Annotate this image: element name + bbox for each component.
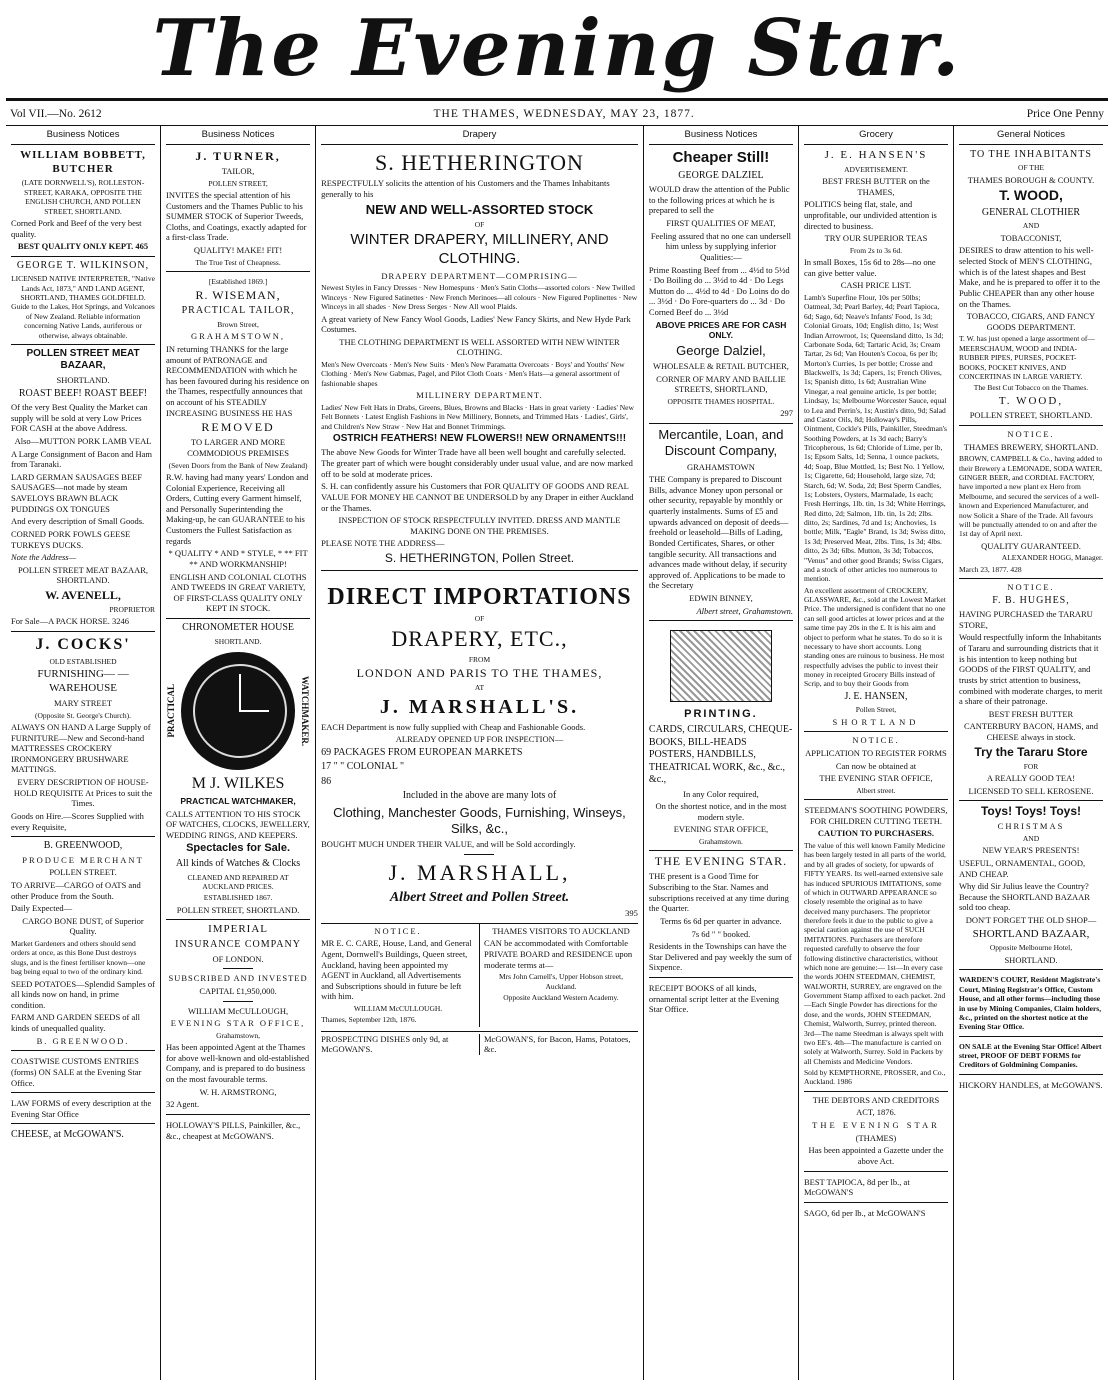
ad-printing-color: In any Color required, — [683, 788, 759, 799]
ad-marshall-packages1: 69 PACKAGES FROM EUROPEAN MARKETS — [321, 746, 523, 758]
ad-bobbett-text: Corned Pork and Beef of the very best quality. — [11, 217, 142, 239]
ad-hetherington-text1: The above New Goods for Winter Trade have all been well bought and carefully selected. The greater part of which were bought considerably under usual value, and are now marked off to be sold at moderate prices. — [321, 447, 633, 479]
column-heading: Business Notices — [649, 128, 793, 145]
ad-roast-beef: ROAST BEEF! ROAST BEEF! — [18, 387, 148, 399]
ad-mercantile-town: GRAHAMSTOWN — [687, 461, 755, 472]
ad-visitors-title: THAMES VISITORS TO AUCKLAND — [492, 925, 630, 936]
ad-bobbett-tagline: BEST QUALITY ONLY KEPT. 465 — [17, 241, 149, 252]
ad-toys-bazaar: SHORTLAND BAZAAR, — [972, 927, 1090, 940]
ad-marshall-from: FROM — [468, 654, 491, 664]
ad-hetherington-wool: A great variety of New Fancy Wool Goods, Ladies' New Fancy Skirts, and New Hyde Park Costumes. — [321, 313, 631, 335]
ad-wiseman-sub: PRACTICAL TAILOR, — [181, 305, 295, 317]
ad-mercantile-secretary: EDWIN BINNEY, — [689, 593, 753, 603]
ad-toys-christmas: CHRISTMAS — [997, 821, 1065, 832]
ad-brewery-date: March 23, 1877. 428 — [958, 564, 1022, 574]
ad-hansen-politics: POLITICS being flat, stale, and unprofitable, our undivided attention is directed to business. — [803, 199, 937, 231]
ad-marshall-drapery: DRAPERY, ETC., — [391, 626, 568, 652]
ad-meat-text1: Of the very Best Quality the Market can supply will be sold at very Low Prices FOR CASH at the above Address. — [11, 402, 148, 434]
ad-hetherington-intro: RESPECTFULLY solicits the attention of his Customers and the Thames Inhabitants generally to his — [321, 178, 610, 199]
ad-wood-sign: T. WOOD, — [998, 394, 1064, 407]
ad-cheese: CHEESE, at McGOWAN'S. — [11, 1129, 124, 1141]
ad-dalziel-name: GEORGE DALZIEL — [678, 169, 764, 181]
ad-cocks-text2: EVERY DESCRIPTION OF HOUSE-HOLD REQUISITE At Prices to suit the Times. — [13, 777, 153, 809]
ad-toys-useful: USEFUL, ORNAMENTAL, GOOD, AND CHEAP. — [958, 857, 1086, 879]
ad-hughes-name: F. B. HUGHES, — [992, 594, 1070, 606]
ad-toys-and: AND — [1022, 833, 1040, 843]
ad-register-office: THE EVENING STAR OFFICE, — [819, 773, 933, 784]
ad-wood-tobacconist: TOBACCONIST, — [1000, 232, 1062, 243]
ad-meat-text8: POLLEN STREET MEAT BAZAAR, SHORTLAND. — [18, 564, 149, 586]
ad-bobbett-address: (LATE DORNWELL'S), ROLLESTON-STREET, KARAKA, OPPOSITE THE ENGLISH CHURCH, AND POLLEN STREET, SHORTLAND. — [21, 178, 145, 216]
ad-care-date: Thames, September 12th, 1876. — [321, 1015, 417, 1025]
ad-greenwood-sub: PRODUCE MERCHANT — [22, 854, 144, 865]
ad-wilkes-sub: PRACTICAL WATCHMAKER, — [180, 795, 296, 806]
column-6 — [954, 126, 1108, 1380]
ad-cocks-street: MARY STREET — [54, 697, 113, 708]
ad-cocks-opposite: (Opposite St. George's Church). — [35, 710, 132, 720]
ad-chronometer-title: CHRONOMETER HOUSE — [182, 622, 295, 633]
ad-evening-star-terms1: Terms 6s 6d per quarter in advance. — [660, 915, 782, 926]
ad-prospecting-dishes: PROSPECTING DISHES only 9d, at McGOWAN'S. — [321, 1034, 480, 1055]
ad-brewery-text: BROWN, CAMPBELL & Co., having added to their Brewery a LEMONADE, SODA WATER, GINGER BEER, and CORDIAL FACTORY, have imported a new plant ex Hero from Melbourne, and secured the services of a well-known and Experienced Manufacturer, and now Solicit a Share of the Trade. All favours will be punctually attended to on and after the 1st day of April next. — [958, 454, 1103, 539]
masthead-title: The Evening Star. — [152, 3, 962, 94]
ad-wood-address: POLLEN STREET, SHORTLAND. — [969, 410, 1093, 421]
ad-toys-new-year: NEW YEAR'S PRESENTS! — [982, 845, 1080, 856]
ad-wood-and: AND — [1022, 221, 1040, 231]
ad-hughes-bacon: CANTERBURY BACON, HAMS, and CHEESE always in stock. — [963, 721, 1099, 742]
ad-greenwood-sign: B. GREENWOOD. — [36, 1035, 130, 1046]
ad-marshall-title: J. MARSHALL'S. — [379, 695, 580, 718]
ad-wilkes-text3: CLEANED AND REPAIRED AT AUCKLAND PRICES. — [187, 872, 289, 891]
ad-pack-horse: For Sale—A PACK HORSE. 3246 — [11, 616, 129, 627]
ad-visitors-place: Mrs John Carnell's, Upper Hobson street, Auckland. — [498, 972, 623, 991]
ad-register-text: Can now be obtained at — [835, 760, 917, 771]
ad-dalziel-text1: WOULD draw the attention of the Public to the following prices at which he is prepared to sell the — [648, 184, 790, 216]
ad-holloway: HOLLOWAY'S PILLS, Painkiller, &c., &c., cheapest at McGOWAN'S. — [166, 1119, 301, 1141]
ad-meat-text6: CORNED PORK FOWLS GEESE TURKEYS DUCKS. — [11, 528, 131, 550]
ad-meat-text4: LARD GERMAN SAUSAGES BEEF SAUSAGES—not made by steam SAVELOYS BRAWN BLACK PUDDINGS OX TONGUES — [11, 471, 143, 514]
ad-wiseman-town: GRAHAMSTOWN, — [191, 331, 286, 342]
ad-hansen-teas: TRY OUR SUPERIOR TEAS — [824, 233, 928, 244]
ad-dalziel-text2: Feeling assured that no one can undersell him unless by supplying inferior Qualities:— — [650, 230, 792, 262]
ad-steedman-text: The value of this well known Family Medicine has been largely tested in all parts of the world, and by all grades of society, for upwards of FIFTY YEARS. Its well-earned extensive sale has induced SPURIOUS IMITATIONS, some of which in OUTWARD APPEARANCE so closely resemble the original as to have deceived many purchasers. The proprietor therefore feels it due to the public to give a special caution against the use of SUCH IMITATIONS. Purchasers are therefore requested carefully to observe the four following distinctive characteristics, without which none are genuine:— 1st—In every case the words JOHN STEEDMAN, CHEMIST, WALWORTH, SURREY, are engraved on the Government Stamp affixed to each packet. 2nd—Each Single Powder has directions for the dose, and the words, JOHN STEEDMAN, Chemist, Walworth, Surrey, printed thereon. 3rd—The name Steedman is always spelt with two EE's. 4th—The manufacture is carried on solely at Walworth, Surrey. Sold in Packets by all Chemists and Medicine Vendors. — [803, 841, 946, 1066]
ad-hetherington-ostrich: OSTRICH FEATHERS! NEW FLOWERS!! NEW ORNAMENTS!!! — [332, 432, 627, 444]
column-heading: Business Notices — [166, 128, 310, 145]
ad-wood-tobacco-dept: TOBACCO, CIGARS, AND FANCY GOODS DEPARTMENT. — [966, 311, 1096, 332]
column-heading: General Notices — [959, 128, 1103, 145]
ad-imperial-agent: WILLIAM McCULLOUGH, — [188, 1005, 289, 1016]
ad-hughes-for: FOR — [1023, 761, 1039, 771]
ad-printing-notice: On the shortest notice, and in the most modern style. — [655, 801, 787, 822]
ad-sago: SAGO, 6d per lb., at McGOWAN'S — [803, 1207, 926, 1218]
ad-imperial-sub: INSURANCE COMPANY — [175, 939, 301, 951]
ad-imperial-subscribed: SUBSCRIBED AND INVESTED — [168, 973, 308, 984]
ad-wilkes-text5: POLLEN STREET, SHORTLAND. — [176, 904, 300, 915]
ad-printing-title: PRINTING. — [684, 708, 758, 721]
ad-toys-town: SHORTLAND. — [1004, 954, 1058, 965]
ad-greenwood-text6: FARM AND GARDEN SEEDS of all kinds of unequalled quality. — [11, 1012, 141, 1033]
side-label-practical: PRACTICAL — [166, 684, 177, 738]
ad-printing-list: CARDS, CIRCULARS, CHEQUE-BOOKS, BILL-HEADS POSTERS, HANDBILLS, THEATRICAL WORK, &c., &c., &c., — [648, 724, 793, 785]
ad-turner-sub: TAILOR, — [221, 165, 255, 176]
ad-hetherington-millinery-dept: MILLINERY DEPARTMENT. — [416, 390, 543, 401]
ad-hughes-notice: NOTICE. — [1007, 582, 1055, 592]
ad-tapioca: BEST TAPIOCA, 8d per lb., at McGOWAN'S — [803, 1176, 910, 1198]
ad-hetherington-drapery-list: Newest Styles in Fancy Dresses · New Homespuns · Men's Satin Cloths—assorted colors · New Twilled Winceys · New Figured Satinettes · New French Merinoes—all colours · New Figured Poplinettes · New Winceys in all shades · New Dress Serges · New All wool Plaids. — [321, 283, 638, 312]
ad-hetherington-text3: INSPECTION OF STOCK RESPECTFULLY INVITED. DRESS AND MANTLE MAKING DONE ON THE PREMISES. — [338, 515, 621, 536]
ad-cocks-text1: ALWAYS ON HAND A Large Supply of FURNITURE—New and Second-hand MATTRESSES CROCKERY IRONMONGERY BRUSHWARE MATTINGS. — [11, 721, 151, 775]
ad-brewery-title: THAMES BREWERY, SHORTLAND. — [963, 441, 1099, 452]
ad-toys-opposite: Opposite Melbourne Hotel, — [989, 943, 1073, 953]
column-1 — [6, 126, 161, 1380]
ad-hughes-butter: BEST FRESH BUTTER — [988, 708, 1074, 719]
ad-wilkes-title: M J. WILKES — [191, 774, 285, 792]
ad-hughes-kerosene: LICENSED TO SELL KEROSENE. — [968, 785, 1094, 796]
ad-wood-text: DESIRES to draw attention to his well-selected Stock of MEN'S CLOTHING, which is of the latest shapes and Best Make, and he is prepared to offer it to the Public CHEAPER than any other house on the Thames. — [958, 245, 1100, 309]
ad-cocks-title: J. COCKS' — [35, 636, 131, 653]
ad-wilkinson-title: GEORGE T. WILKINSON, — [16, 259, 150, 271]
ad-law-forms: LAW FORMS of every description at the Evening Star Office — [11, 1098, 152, 1119]
ad-marshall-of: OF — [474, 614, 485, 623]
column-heading: Drapery — [321, 128, 638, 145]
ad-hansen-list: Lamb's Superfine Flour, 10s per 50lbs; Oatmeal, 3d; Pearl Barley, 4d; Pearl Tapioca, 6d; Sago, 6d; Neave's Infants' Food, 1s 3d; Colonial Groats, 10d; English ditto, 1s; West Indian Arrowroot, 1s; Queensland ditto, 1s 3d; Carbonate Soda, 6d; Tartaric Acid, 3s; Cream Tartar, 2s 6d; Van Houten's Cocoa, 6s per lb; Morton's Curries, 1s per bottle; Crosse and Blackwell's, 1s 3d; Capers, 1s; French Olives, 1s; Spanish ditto, 1s 6d; Australian Wine Vinegar, a real genuine article, 1s per bottle; Lindsay, 1s; Melbourne Worcester Sauce, equal to Lea and Perrin's, 1s; Austin's ditto, 9d; Salad and Castor Oils, 8d; Holloway's Pills, Ointment, Cockle's Pills, Painkiller, Steedman's Soothing Powders, at 1s 3d each; Barry's Tricopherous, 1s 6d; Chloride of Lime, per lb, 1s; Epsom Salts, 1d; Senna, 1 ounce packets, 4d; Soap, Blue Mottled, 1s; Best No. 1 Yellow, 1s; Cigarette, 6d; Household, large size, 7d; Starch, 6d; W. Soda, 2d; Best Sperm Candles, 1s; Lobsters, Oysters, Marmalade, 1s each; Fresh Herrings, 1lb. tin, 1s 3d; White Herrings, Red ditto, 2d; Salmon, 1lb. tin, 1s 2d; 2lbs. ditto, 2s; Sardines, 7d and 1s; Anchovies, 1s bottle; Milk, "Eagle" Brand, 1s 3d; Swiss ditto, 1s 3d; Preserved Meat, 2lbs. Tins, 1s 3d; 4lbs. ditto, 2s 3d; 6lbs. Mutton, 3s 3d; Tobaccos, "Venus" and other good Brands; Swiss Cigars, and a stock of other articles too numerous to mention. — [803, 293, 947, 584]
ad-steedman-sold: Sold by KEMPTHORNE, PROSSER, and Co., Auckland. 1986 — [803, 1068, 946, 1087]
ad-cheaper-still: Cheaper Still! — [672, 148, 770, 166]
ad-wilkes-spectacles: Spectacles for Sale. — [186, 842, 291, 855]
ad-direct-importations: DIRECT IMPORTATIONS — [327, 584, 632, 610]
ad-wood-pipes: T. W. has just opened a large assortment of— MEERSCHAUM, WOOD and INDIA-RUBBER PIPES, PURSES, POCKET-BOOKS, POCKET KNIVES, AND CONCERTINAS IN LARGE VARIETY. — [958, 334, 1095, 381]
ad-imperial-text: Has been appointed Agent at the Thames for above well-known and old-established Company, and is prepared to do business on the most favourable terms. — [166, 1042, 310, 1084]
column-5 — [799, 126, 954, 1380]
ad-greenwood-title: B. GREENWOOD, — [43, 840, 123, 852]
ad-wood-title: TO THE INHABITANTS — [970, 148, 1092, 160]
ad-marshall-goods: Clothing, Manchester Goods, Furnishing, Winseys, Silks, &c., — [333, 804, 626, 837]
ad-turner-tagline: The True Test of Cheapness. — [195, 257, 281, 267]
ad-marshall-number: 395 — [625, 908, 638, 918]
ad-cocks-warehouse: FURNISHING— —WAREHOUSE — [37, 668, 129, 695]
ad-meat-bazaar-title: POLLEN STREET MEAT BAZAAR, — [26, 347, 140, 372]
ad-meat-text7: Note the Address— — [11, 552, 77, 563]
ad-visitors-opposite: Opposite Auckland Western Academy. — [503, 992, 619, 1002]
ad-dalziel-corner: CORNER OF MARY AND BAILLIE STREETS, SHORTLAND, — [656, 373, 786, 395]
column-heading: Grocery — [804, 128, 948, 145]
ad-hansen-boxes: In small Boxes, 15s 6d to 28s—no one can give better value. — [803, 257, 936, 278]
ad-meat-text2: Also—MUTTON PORK LAMB VEAL — [14, 435, 152, 446]
ad-wood-name: T. WOOD, — [999, 187, 1063, 204]
ad-meat-text3: A Large Consignment of Bacon and Ham from Taranaki. — [11, 448, 153, 470]
ad-wood-of: OF THE — [1018, 163, 1044, 173]
ad-debtors-title: THE DEBTORS AND CREDITORS — [812, 1094, 940, 1105]
ad-debtors-star: THE EVENING STAR — [812, 1120, 940, 1130]
ad-steedman-caution: CAUTION TO PURCHASERS. — [817, 828, 935, 839]
ad-marshall-opened: ALREADY OPENED UP FOR INSPECTION— — [395, 734, 564, 745]
ad-hetherington-of: OF — [474, 219, 485, 229]
ad-hansen-sign: J. E. HANSEN, — [844, 690, 908, 702]
side-label-watchmaker: WATCHMAKER. — [300, 675, 311, 746]
ad-wiseman-text4: R.W. having had many years' London and Colonial Experience, Receiving all Orders, Cutting every Garment himself, and Personally Superintending the Making-up, he can GUARANTEE to his Customers the Fullest Satisfaction as regards — [166, 471, 309, 546]
ad-turner-text: INVITES the special attention of his Customers and the Thames Public to his SUMMER STOCK of Superior Tweeds, Cloths, and Coatings, exactly adapted for a first-class Trade. — [166, 189, 307, 243]
ad-debtors-act: ACT, 1876. — [856, 1107, 896, 1118]
ad-warden: WARDEN'S COURT, Resident Magistrate's Court, Mining Registrar's Office, Custom House, and all other forms—including those in use by Mining Companies, Claim holders, &c., printed on the shortest notice at the Evening Star Office. — [958, 975, 1102, 1032]
ad-dalziel-prices: Prime Roasting Beef from ... 4½d to 5½d · Do Boiling do ... 3½d to 4d · Do Legs Mutton do ... 4½d to 4d · Do Loins do do ... 3½d · Do Fore-quarters do ... 3d · Do Corned Beef do ... 3½d — [648, 264, 790, 317]
ad-dalziel-qualities: FIRST QUALITIES OF MEAT, — [666, 218, 776, 228]
ad-turner-title: J. TURNER, — [195, 148, 281, 163]
ad-greenwood-text2: Daily Expected— — [11, 903, 73, 914]
ad-mercantile-address: Albert street, Grahamstown. — [696, 605, 793, 616]
ad-register-notice: NOTICE. — [852, 735, 900, 746]
ad-brewery-quality: QUALITY GUARANTEED. — [981, 540, 1081, 551]
price: Price One Penny — [1026, 108, 1104, 120]
ad-hughes-purchased: HAVING PURCHASED the TARARU STORE, — [958, 609, 1093, 630]
ad-hughes-try: Try the Tararu Store — [974, 744, 1088, 759]
ad-dalziel-sign: George Dalziel, — [676, 342, 766, 358]
ad-greenwood-text5: SEED POTATOES—Splendid Samples of all kinds now on hand, in prime condition. — [11, 978, 155, 1010]
ad-care-signed: WILLIAM McCULLOUGH. — [353, 1004, 443, 1013]
ad-hetherington-clothing-list: Men's New Overcoats · Men's New Suits · Men's New Paramatta Overcoats · Boys' and Youths' New Clothing · Men's New Gabmas, Pagel, and Pilot Cloth Coats · Men's Hats—a general assortment of fashionable shapes — [321, 360, 625, 388]
ad-proof-of-debt: ON SALE at the Evening Star Office! Albert street, PROOF OF DEBT FORMS for Creditors of Goldmining Companies. — [958, 1041, 1102, 1070]
ad-wiseman-text2: TO LARGER AND MORE COMMODIOUS PREMISES — [187, 437, 289, 458]
ad-dalziel-trade: WHOLESALE & RETAIL BUTCHER, — [652, 361, 789, 372]
ad-hughes-text: Would respectfully inform the Inhabitants of Tararu and surrounding districts that it is his intention to keep nothing but GOODS of the FIRST QUALITY, and trusts by strict attention to business, combined with moderate charges, to merit a share of their patronage. — [958, 632, 1103, 707]
ad-wiseman-text1: IN returning THANKS for the large amount of PATRONAGE and RECOMMENDATION with which he has been favoured during his residence on the Thames, respectfully announces that on account of his STEADILY INCREASING BUSINESS HE HAS — [166, 343, 310, 418]
ad-hetherington-stock: NEW AND WELL-ASSORTED STOCK — [365, 201, 594, 217]
ad-marshall-at: AT — [474, 683, 485, 693]
ad-brewery-manager: ALEXANDER HOGG, Manager. — [1001, 553, 1104, 563]
ad-turner-street: POLLEN STREET, — [208, 178, 268, 188]
ad-hansen-sub: ADVERTISEMENT. — [844, 164, 908, 174]
ad-hickory: HICKORY HANDLES, at McGOWAN'S. — [958, 1079, 1103, 1090]
ad-wiseman-established: [Established 1869.] — [208, 277, 268, 286]
ad-wiseman-text6: ENGLISH AND COLONIAL CLOTHS AND TWEEDS IN GREAT VARIETY, OF FIRST-CLASS QUALITY ONLY KEPT IN STOCK. — [169, 571, 307, 614]
ad-hetherington-title: S. HETHERINGTON — [375, 149, 584, 175]
ad-register-street: Albert street. — [856, 785, 896, 795]
ad-wiseman-text5: * QUALITY * AND * STYLE, * ** FIT ** AND WORKMANSHIP! — [168, 548, 308, 569]
column-3 — [316, 126, 644, 1380]
ad-debtors-thames: (THAMES) — [855, 1132, 897, 1143]
ad-greenwood-text3: CARGO BONE DUST, of Superior Quality. — [22, 915, 144, 937]
volume-number: Vol VII.—No. 2612 — [10, 108, 102, 120]
ad-hansen-title: J. E. HANSEN'S — [824, 148, 928, 161]
column-heading: Business Notices — [11, 128, 155, 145]
ad-evening-star-residents: Residents in the Townships can have the Star Delivered and pay weekly the sum of Sixpence. — [648, 941, 792, 973]
ad-greenwood-text1: TO ARRIVE—CARGO of OATS and other Produce from the South. — [11, 879, 141, 901]
ad-mcgowans-bacon: McGOWAN'S, for Bacon, Hams, Potatoes, &c. — [484, 1033, 631, 1055]
ad-dalziel-opposite: OPPOSITE THAMES HOSPITAL. — [667, 397, 775, 406]
ad-hansen-crockery: An excellent assortment of CROCKERY, GLASSWARE, &c., sold at the Lowest Market Price. The undersigned is confident that no one can sell good articles at lower prices and at the same time pay 20s in the £. It is his aim and object to perform what he states. To do so it is necessary to have short accounts. Long standing ones are ruinous to business. He most respectfully advises the public to invest their money in receipted Grocery Bills instead of Scrip, and to buy their Goods from — [803, 585, 946, 689]
clock-icon — [181, 652, 295, 770]
ad-imperial-armstrong: W. H. ARMSTRONG, — [199, 1086, 277, 1097]
ad-debtors-text: Has been appointed a Gazette under the above Act. — [808, 1145, 944, 1166]
ad-meat-proprietor-label: PROPRIETOR — [109, 605, 156, 614]
ad-hansen-teas-price: From 2s to 3s 6d. — [849, 245, 903, 255]
dateline — [6, 103, 1108, 125]
ad-hetherington-millinery-list: Ladies' New Felt Hats in Drabs, Greens, Blues, Browns and Blacks · Hats in great variety · Ladies' New Felt Bonnets · Latest English Fashions in New Millinery, Bonnets, and Trimmed Hats · Ladies', Girls', and Children's New Straw · New Hat and Bonnet Trimmings. — [321, 402, 634, 431]
ad-wiseman-street: Brown Street, — [217, 319, 259, 329]
ad-toys-old-shop: DON'T FORGET THE OLD SHOP— — [965, 915, 1097, 925]
ad-hetherington-drapery-dept: DRAPERY DEPARTMENT—COMPRISING— — [381, 270, 578, 281]
ad-imperial-office: EVENING STAR OFFICE, — [170, 1018, 306, 1029]
ad-wiseman-text3: (Seven Doors from the Bank of New Zealand) — [168, 460, 308, 470]
ad-mercantile-text: THE Company is prepared to Discount Bills, advance Money upon personal or other security, repayable by monthly or quarterly instalments. Sums of £5 and upwards advanced on deposit of deeds—freehold or leasehold—Bills of Lading, Bonded Certificates, Shares, or other tangible security. All transactions and advances made without delay, if security approved of. Applications to be made to the Secretary — [648, 474, 789, 591]
ad-hansen-town: SHORTLAND — [832, 716, 920, 727]
column-4 — [644, 126, 799, 1380]
ad-hetherington-address: S. HETHERINGTON, Pollen Street. — [384, 551, 575, 565]
ad-hetherington-winter: WINTER DRAPERY, MILLINERY, AND CLOTHING. — [350, 231, 609, 267]
ad-register-title: APPLICATION TO REGISTER FORMS — [805, 747, 947, 758]
ad-imperial-town: Grahamstown, — [216, 1030, 261, 1040]
ad-meat-bazaar-place: SHORTLAND. — [56, 374, 110, 385]
ad-toys-title: Toys! Toys! Toys! — [980, 804, 1081, 819]
columns — [6, 125, 1108, 1380]
ad-toys-julius: Why did Sir Julius leave the Country? Because the SHORTLAND BAZAAR sold too cheap. — [958, 881, 1090, 913]
ad-visitors-text: CAN be accommodated with Comfortable PRIVATE BOARD and RESIDENCE upon moderate terms at— — [484, 938, 633, 970]
ad-care-text: MR E. C. CARE, House, Land, and General Agent, Dornwell's Buildings, Queen street, Auckland, having been appointed my AGENT in Auckland, all Advertisements and Subscriptions should in future be left with him. — [321, 938, 472, 1002]
ad-imperial-title: IMPERIAL — [208, 923, 269, 936]
ad-imperial-capital: CAPITAL £1,950,000. — [199, 985, 277, 996]
ad-evening-star-text: THE present is a Good Time for Subscribing to the Star. Names and subscriptions received at any time during the Quarter. — [648, 871, 789, 914]
ad-meat-proprietor: W. AVENELL, — [45, 588, 121, 602]
ad-hansen-street: Pollen Street, — [855, 705, 897, 715]
ad-wilkinson-text: LICENSED NATIVE INTERPRETER, "Native Lands Act, 1873," AND LAND AGENT, SHORTLAND, THAMES GOLDFIELD. Guide to the Lakes, Hot Springs, and Volcanoes of New Zealand. Reliable information concerning Native Lands, auriferous or otherwise, always obtainable. — [11, 274, 155, 340]
ad-wood-clothier: GENERAL CLOTHIER — [981, 206, 1081, 218]
ad-mercantile-title: Mercantile, Loan, and Discount Company, — [658, 427, 784, 459]
ad-marshall-bought: BOUGHT MUCH UNDER THEIR VALUE, and will be Sold accordingly. — [321, 839, 576, 850]
ad-chronometer-place: SHORTLAND. — [214, 636, 262, 646]
ad-printing-town: Grahamstown. — [698, 837, 743, 846]
ad-dalziel-cash: ABOVE PRICES ARE FOR CASH ONLY. — [655, 319, 787, 341]
ad-evening-star-terms2: 7s 6d " " booked. — [691, 928, 751, 939]
ad-hansen-cash-list: CASH PRICE LIST. — [840, 280, 912, 291]
ad-marshall-london: LONDON AND PARIS TO THE THAMES, — [356, 666, 603, 681]
ad-dalziel-number: 297 — [780, 408, 793, 419]
ad-wood-borough: THAMES BOROUGH & COUNTY. — [967, 174, 1095, 185]
ad-cocks-text3: Goods on Hire.—Scores Supplied with every Requisite, — [11, 810, 144, 832]
ad-marshall-packages3: 86 — [321, 775, 332, 787]
masthead-rule — [6, 98, 1108, 101]
ad-marshall-packages2: 17 " " COLONIAL " — [321, 761, 405, 773]
ad-hetherington-text2: S. H. can confidently assure his Customers that FOR QUALITY OF GOODS AND REAL VALUE FOR MONEY HE CANNOT BE UNDERSOLD by any Draper in either Auckland or the Thames. — [321, 481, 634, 513]
ad-cocks-sub: OLD ESTABLISHED — [49, 657, 117, 666]
ad-marshall-text1: EACH Department is now fully supplied with Cheap and Fashionable Goods. — [321, 721, 586, 732]
printing-crest-icon — [670, 630, 772, 702]
ad-hetherington-note: PLEASE NOTE THE ADDRESS— — [321, 538, 445, 549]
ad-imperial-agent-label: 32 Agent. — [166, 1099, 200, 1110]
ad-bobbett-title: WILLIAM BOBBETT, BUTCHER — [20, 148, 146, 175]
ad-hansen-butter: BEST FRESH BUTTER on the THAMES, — [822, 176, 930, 197]
ad-coastwise: COASTWISE CUSTOMS ENTRIES (forms) ON SALE at the Evening Star Office. — [11, 1056, 142, 1088]
ad-turner-quality: QUALITY! MAKE! FIT! — [193, 245, 283, 255]
ad-greenwood-street: POLLEN STREET. — [49, 867, 117, 878]
ad-care-notice: NOTICE. — [374, 925, 422, 936]
ad-wiseman-title: R. WISEMAN, — [195, 288, 281, 303]
ad-wilkes-text2: All kinds of Watches & Clocks — [175, 858, 301, 870]
ad-wiseman-removed: REMOVED — [201, 420, 275, 435]
ad-evening-star-title: THE EVENING STAR. — [654, 854, 788, 869]
ad-brewery-notice: NOTICE. — [1007, 429, 1055, 439]
ad-wilkes-text1: CALLS ATTENTION TO HIS STOCK OF WATCHES, CLOCKS, JEWELLERY, WEDDING RINGS, AND KEEPERS. — [166, 808, 310, 840]
ad-marshall-sign: J. MARSHALL, — [388, 860, 571, 885]
ad-steedman-title: STEEDMAN'S SOOTHING POWDERS, FOR CHILDREN CUTTING TEETH. — [804, 805, 948, 826]
ad-wilkes-text4: ESTABLISHED 1867. — [203, 893, 273, 903]
ad-hughes-tea: A REALLY GOOD TEA! — [986, 773, 1076, 783]
ad-marshall-included: Included in the above are many lots of — [402, 790, 557, 802]
column-2 — [161, 126, 316, 1380]
ad-marshall-address: Albert Street and Pollen Street. — [389, 889, 570, 905]
ad-imperial-place: OF LONDON. — [212, 953, 264, 964]
place-date: THE THAMES, WEDNESDAY, MAY 23, 1877. — [433, 108, 695, 120]
ad-meat-text5: And every description of Small Goods. — [11, 516, 145, 527]
ad-printing-office: EVENING STAR OFFICE, — [673, 824, 769, 835]
ad-hetherington-clothing-dept: THE CLOTHING DEPARTMENT IS WELL ASSORTED WITH NEW WINTER CLOTHING. — [339, 336, 620, 358]
ad-wood-best-cut: The Best Cut Tobacco on the Thames. — [973, 383, 1089, 393]
ad-greenwood-text4: Market Gardeners and others should send orders at once, as this Bone Dust destroys slugs, and is the finest fertiliser known—one bag being equal to two of the ordinary kind. — [11, 939, 146, 977]
ad-receipt-books: RECEIPT BOOKS of all kinds, ornamental script letter at the Evening Star Office. — [648, 983, 779, 1015]
